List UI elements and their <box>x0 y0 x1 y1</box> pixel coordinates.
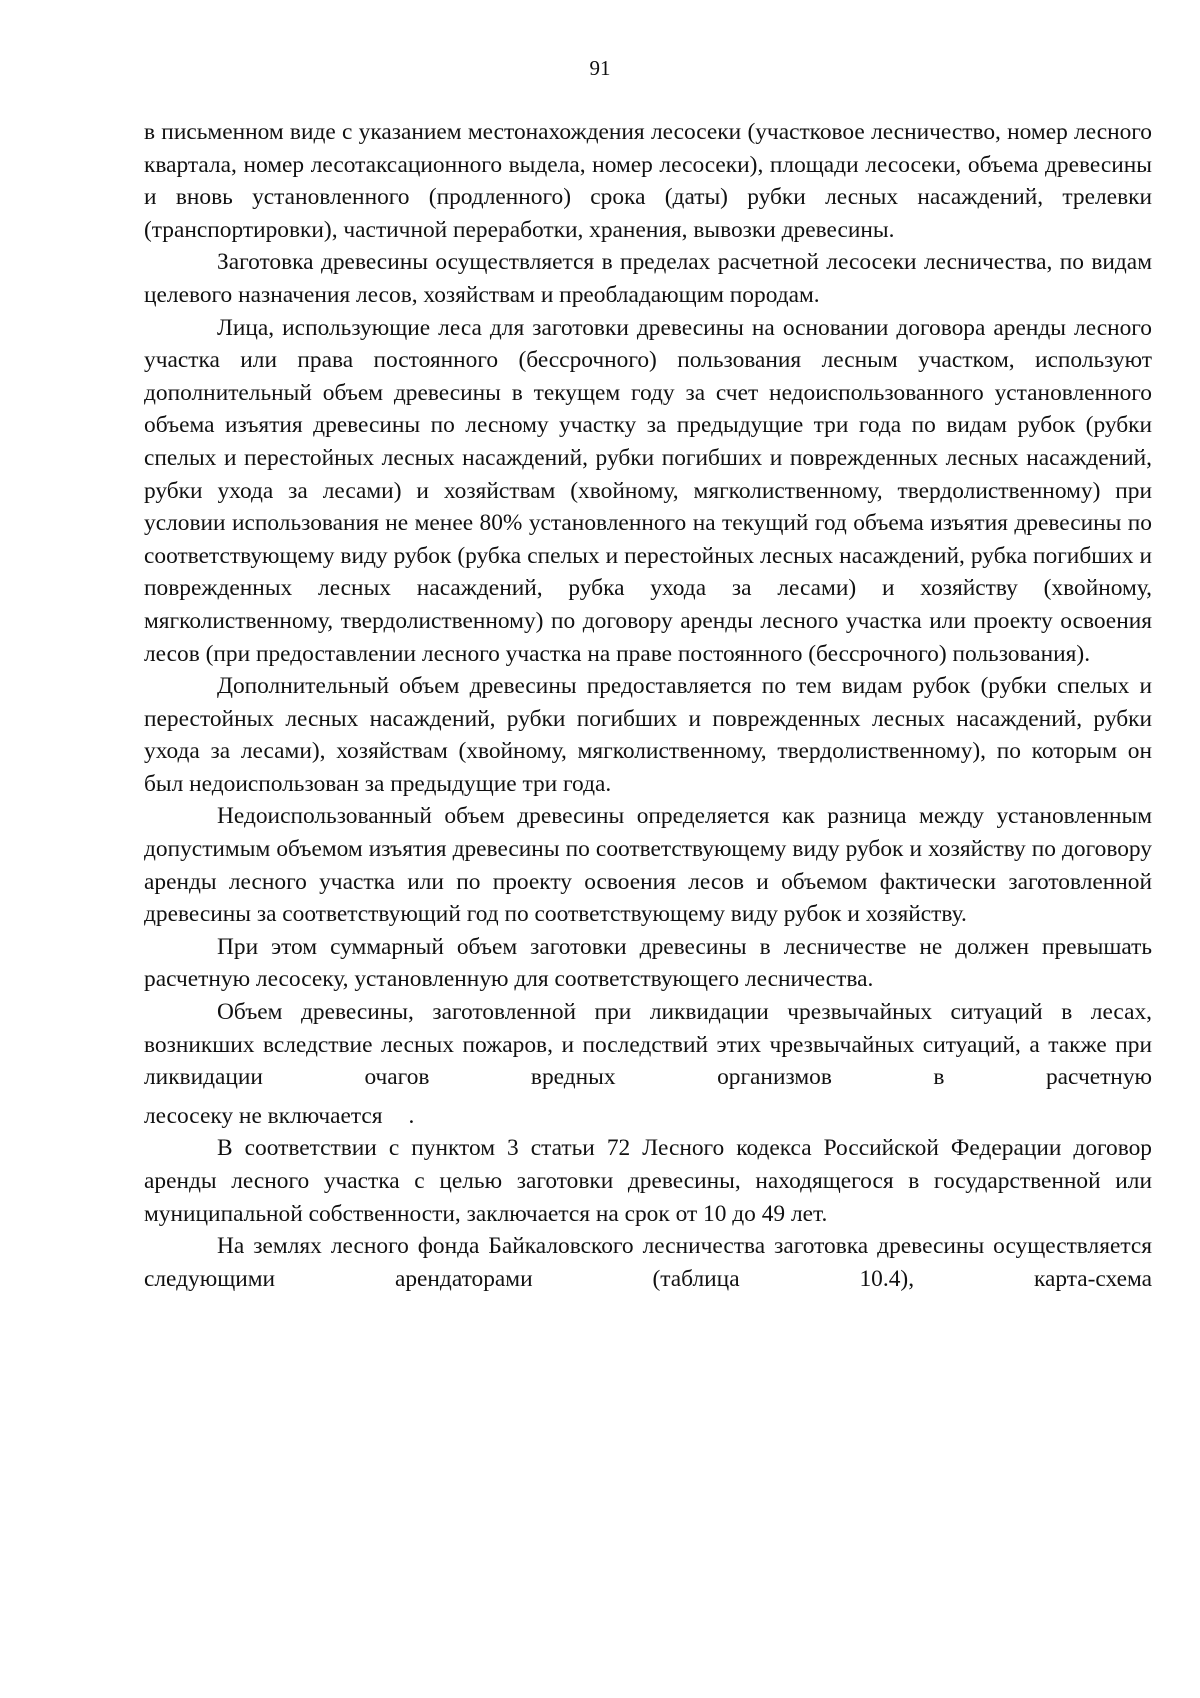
emergency-volume-end-text: лесосеку не включается <box>144 1102 383 1129</box>
paragraph-total-volume-limit: При этом суммарный объем заготовки древесины в лесничестве не должен превышать расчетную лесосеку, установленную для соответствующего лесничества. <box>144 933 1152 993</box>
trailing-period: . <box>408 1102 415 1129</box>
page-body <box>144 116 1152 1295</box>
paragraph-continuation: в письменном виде с указанием местонахождения лесосеки (участковое лесничество, номер лесного квартала, номер лесотаксационного выдела, номер лесосеки), площади лесосеки, объема древесины и вновь установленного (продленного) срока (даты) рубки лесных насаждений, трелевки (транспортировки), частичной переработки, хранения, вывозки древесины. <box>144 119 1152 243</box>
paragraph-emergency-volume-end <box>144 1100 1152 1133</box>
paragraph-emergency-volume: Объем древесины, заготовленной при ликвидации чрезвычайных ситуаций в лесах, возникших вследствие лесных пожаров, и последствий этих чрезвычайных ситуаций, а также при ликвидации очагов вредных организмов в расчетную <box>144 999 1152 1091</box>
paragraph-harvest-limits: Заготовка древесины осуществляется в пределах расчетной лесосеки лесничества, по видам целевого назначения лесов, хозяйствам и преобладающим породам. <box>144 249 1152 308</box>
paragraph-lease-term: В соответствии с пунктом 3 статьи 72 Лесного кодекса Российской Федерации договор аренды лесного участка с целью заготовки древесины, находящегося в государственной или муниципальной собственности, заключается на срок от 10 до 49 лет. <box>144 1135 1152 1227</box>
page-number: 91 <box>589 56 611 80</box>
paragraph-lessees: На землях лесного фонда Байкаловского лесничества заготовка древесины осуществляется следующими арендаторами (таблица 10.4), карта-схема <box>144 1233 1152 1292</box>
paragraph-unused-volume-definition: Недоиспользованный объем древесины определяется как разница между установленным допустимым объемом изъятия древесины по соответствующему виду рубок и хозяйству по договору аренды лесного участка или по проекту освоения лесов и объемом фактически заготовленной древесины за соответствующий год по соответствующему виду рубок и хозяйству. <box>144 803 1152 928</box>
paragraph-additional-volume-provision: Дополнительный объем древесины предоставляется по тем видам рубок (рубки спелых и перестойных лесных насаждений, рубки погибших и поврежденных лесных насаждений, рубки ухода за лесами), хозяйствам (хвойному, мягколиственному, твердолиственному), по которым он был недоиспользован за предыдущие три года. <box>144 673 1152 797</box>
paragraph-additional-volume-usage: Лица, использующие леса для заготовки древесины на основании договора аренды лесного участка или права постоянного (бессрочного) пользования лесным участком, используют дополнительный объем древесины в текущем году за счет недоиспользованного установленного объема изъятия древесины по лесному участку за предыдущие три года по видам рубок (рубки спелых и перестойных лесных насаждений, рубки погибших и поврежденных лесных насаждений, рубки ухода за лесами) и хозяйствам (хвойному, мягколиственному, твердолиственному) при условии использования не менее 80% установленного на текущий год объема изъятия древесины по соответствующему виду рубок (рубка спелых и перестойных лесных насаждений, рубка погибших и поврежденных лесных насаждений, рубка ухода за лесами) и хозяйству (хвойному, мягколиственному, твердолиственному) по договору аренды лесного участка или проекту освоения лесов (при предоставлении лесного участка на праве постоянного (бессрочного) пользования). <box>144 314 1152 667</box>
